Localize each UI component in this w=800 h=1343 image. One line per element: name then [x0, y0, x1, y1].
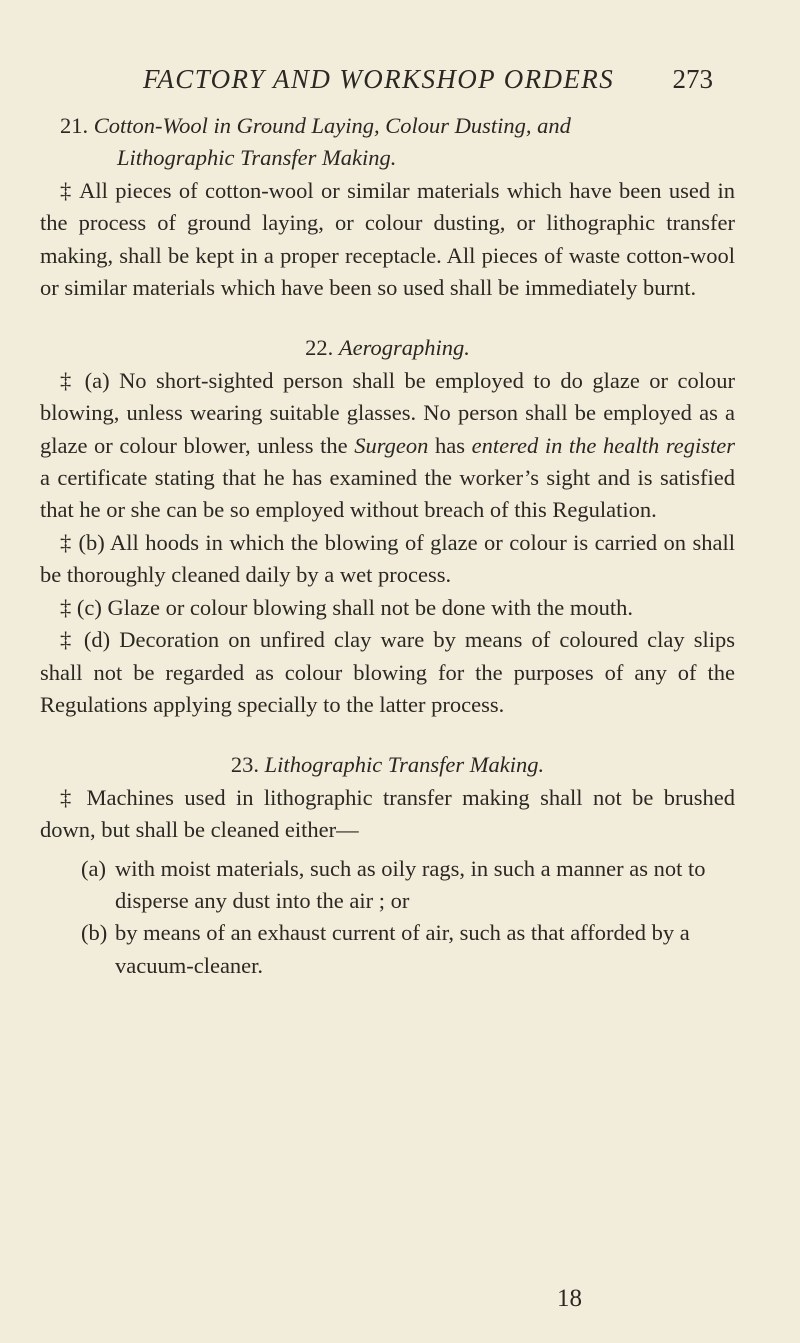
list-item-label: (b) [81, 920, 108, 946]
clause-c-text: Glaze or colour blowing shall not be done with the mouth. [107, 594, 634, 620]
clause-c-label: (c) [76, 594, 102, 620]
section-23-heading [40, 749, 735, 781]
section-23-title: Lithographic Transfer Making. [264, 752, 545, 778]
section-23-list [40, 853, 735, 983]
section-23-paragraph [40, 782, 735, 847]
section-23-number: 23. [230, 752, 260, 778]
clause-a-text-2: has [435, 432, 465, 458]
list-item-label: (a) [81, 855, 106, 881]
clause-d-label: (d) [83, 627, 111, 653]
clause-a-text-1: No short-sighted person shall be employed to do glaze or colour blowing, unless wearing suitable glasses. No person shall be employed as a glaze or colour blower, unless the [40, 367, 735, 458]
clause-a-surgeon: Surgeon [354, 432, 429, 458]
section-22-clause-d [40, 624, 735, 721]
section-22-clause-a [40, 365, 735, 527]
double-dagger-mark: ‡ [60, 177, 73, 203]
clause-a-label: (a) [84, 367, 110, 393]
list-item [81, 853, 735, 918]
section-21-text: All pieces of cotton-wool or similar materials which have been used in the process of ground laying, or colour dusting, or lithographic transfer making, shall be kept in a proper receptacle. All pieces of waste cotton-wool or similar materials which have been so used shall be immediately burnt. [40, 177, 736, 301]
section-21-heading-line2: Lithographic Transfer Making. [117, 145, 397, 171]
signature-mark: 18 [557, 1285, 582, 1312]
section-22-clause-c [40, 592, 735, 624]
section-21-paragraph [40, 175, 735, 305]
double-dagger-mark: ‡ [60, 784, 77, 810]
clause-d-text: Decoration on unfired clay ware by means of coloured clay slips shall not be regarded as colour blowing for the purposes of any of the Regulations applying specially to the latter process. [40, 627, 736, 717]
double-dagger-mark: ‡ [60, 367, 76, 393]
double-dagger-mark: ‡ [60, 529, 73, 555]
double-dagger-mark: ‡ [60, 627, 75, 653]
page-number: 273 [672, 64, 713, 94]
section-21-number: 21. [60, 113, 89, 138]
list-item-text: by means of an exhaust current of air, such as that afforded by a vacuum-cleaner. [115, 920, 690, 978]
double-dagger-mark: ‡ [60, 594, 72, 620]
section-22-clause-b [40, 527, 735, 592]
section-22-heading [40, 332, 735, 364]
page-body [40, 110, 735, 982]
section-21-heading-line1: Cotton-Wool in Ground Laying, Colour Dusting, and [93, 113, 571, 138]
clause-b-label: (b) [78, 529, 105, 555]
section-21-heading [40, 110, 735, 175]
list-item-text: with moist materials, such as oily rags, in such a manner as not to disperse any dust into the air ; or [115, 855, 706, 913]
list-item [81, 917, 735, 982]
running-title: FACTORY AND WORKSHOP ORDERS [143, 64, 615, 94]
clause-b-text: All hoods in which the blowing of glaze or colour is carried on shall be thoroughly cleaned daily by a wet process. [40, 529, 735, 588]
clause-a-entered: entered in the health register [471, 432, 736, 458]
section-22-title: Aerographing. [338, 335, 470, 361]
clause-a-text-3: a certificate stating that he has examined the worker’s sight and is satisfied that he or she can be so employed without breach of this Regulation. [40, 465, 735, 523]
section-22-number: 22. [305, 335, 334, 361]
section-23-text: Machines used in lithographic transfer making shall not be brushed down, but shall be cleaned either— [40, 784, 736, 843]
